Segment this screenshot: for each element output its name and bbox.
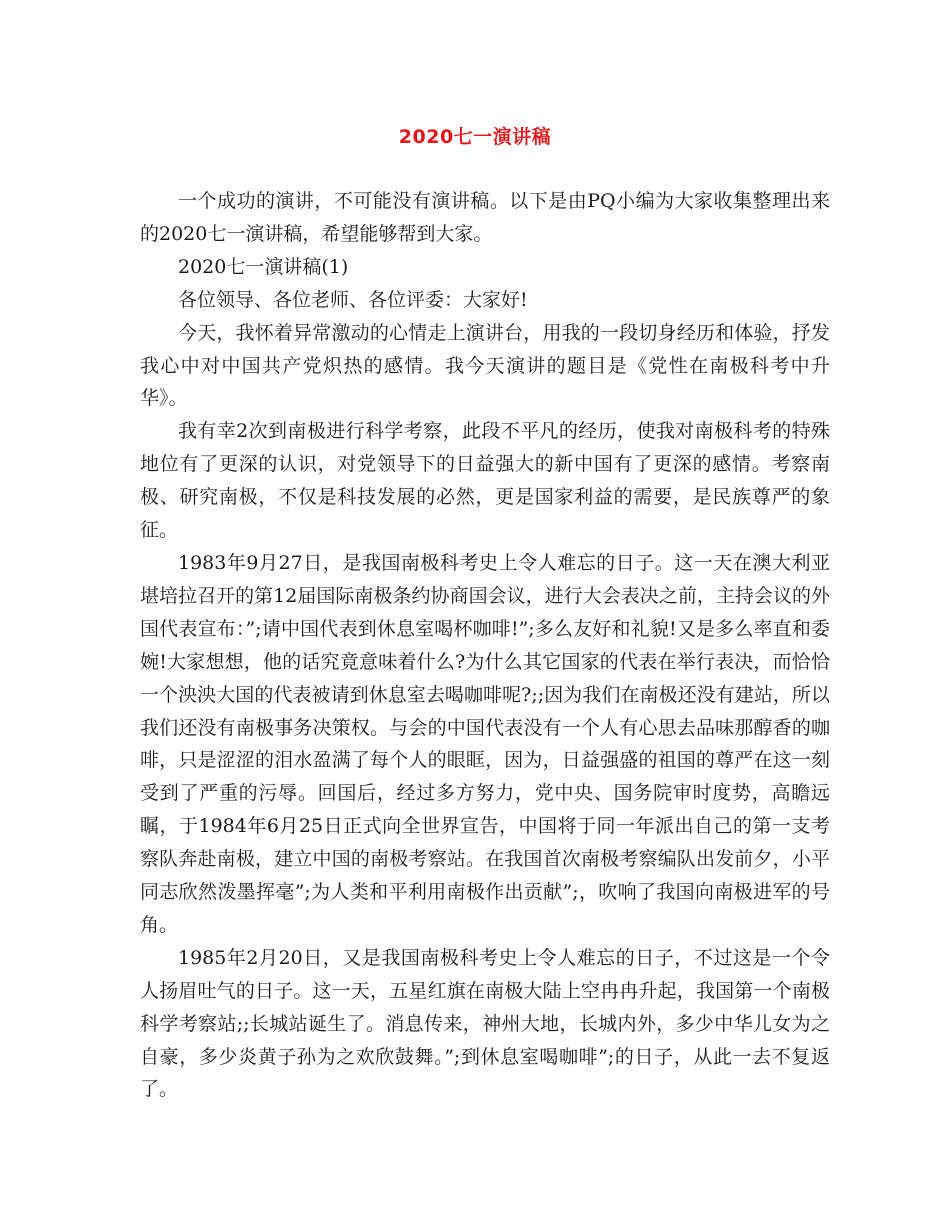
- paragraph-1983-event: 1983年9月27日，是我国南极科考史上令人难忘的日子。这一天在澳大利亚堪培拉召开的第12届国际南极条约协商国会议，进行大会表决之前，主持会议的外国代表宣布：”;请中国代表到休息室喝杯咖啡!”;多么友好和礼貌!又是多么率直和委婉!大家想想，他的话究竟意味着什么?为什么其它国家的代表在举行表决，而恰恰一个泱泱大国的代表被请到休息室去喝咖啡呢?;;因为我们在南极还没有建站，所以我们还没有南极事务决策权。与会的中国代表没有一个人有心思去品味那醇香的咖啡，只是涩涩的泪水盈满了每个人的眼眶，因为，日益强盛的祖国的尊严在这一刻受到了严重的污辱。回国后，经过多方努力，党中央、国务院审时度势，高瞻远瞩，于1984年6月25日正式向全世界宣告，中国将于同一年派出自己的第一支考察队奔赴南极，建立中国的南极考察站。在我国首次南极考察编队出发前夕，小平同志欣然泼墨挥毫”;为人类和平利用南极作出贡献”;，吹响了我国向南极进军的号角。: [140, 551, 830, 936]
- paragraph-1985-event: 1985年2月20日，又是我国南极科考史上令人难忘的日子，不过这是一个令人扬眉吐气的日子。这一天，五星红旗在南极大陆上空冉冉升起，我国第一个南极科学考察站;;长城站诞生了。消息传来，神州大地，长城内外，多少中华儿女为之自豪，多少炎黄子孙为之欢欣鼓舞。”;到休息室喝咖啡”;的日子，从此一去不复返了。: [140, 946, 830, 1101]
- paragraph-subtitle: 2020七一演讲稿(1): [178, 255, 349, 278]
- paragraph-opening: 今天，我怀着异常激动的心情走上演讲台，用我的一段切身经历和体验，抒发我心中对中国共产党炽热的感情。我今天演讲的题目是《党性在南极科考中升华》。: [140, 321, 830, 410]
- paragraph-greeting: 各位领导、各位老师、各位评委：大家好!: [178, 288, 528, 311]
- document-title: 2020七一演讲稿: [398, 126, 552, 148]
- paragraph-antarctic-experience: 我有幸2次到南极进行科学考察，此段不平凡的经历，使我对南极科考的特殊地位有了更深的认识，对党领导下的日益强大的新中国有了更深的感情。考察南极、研究南极，不仅是科技发展的必然，更是国家利益的需要，是民族尊严的象征。: [140, 420, 830, 542]
- paragraph-intro: 一个成功的演讲，不可能没有演讲稿。以下是由PQ小编为大家收集整理出来的2020七一演讲稿，希望能够帮到大家。: [140, 190, 830, 245]
- document-body: [140, 185, 830, 1106]
